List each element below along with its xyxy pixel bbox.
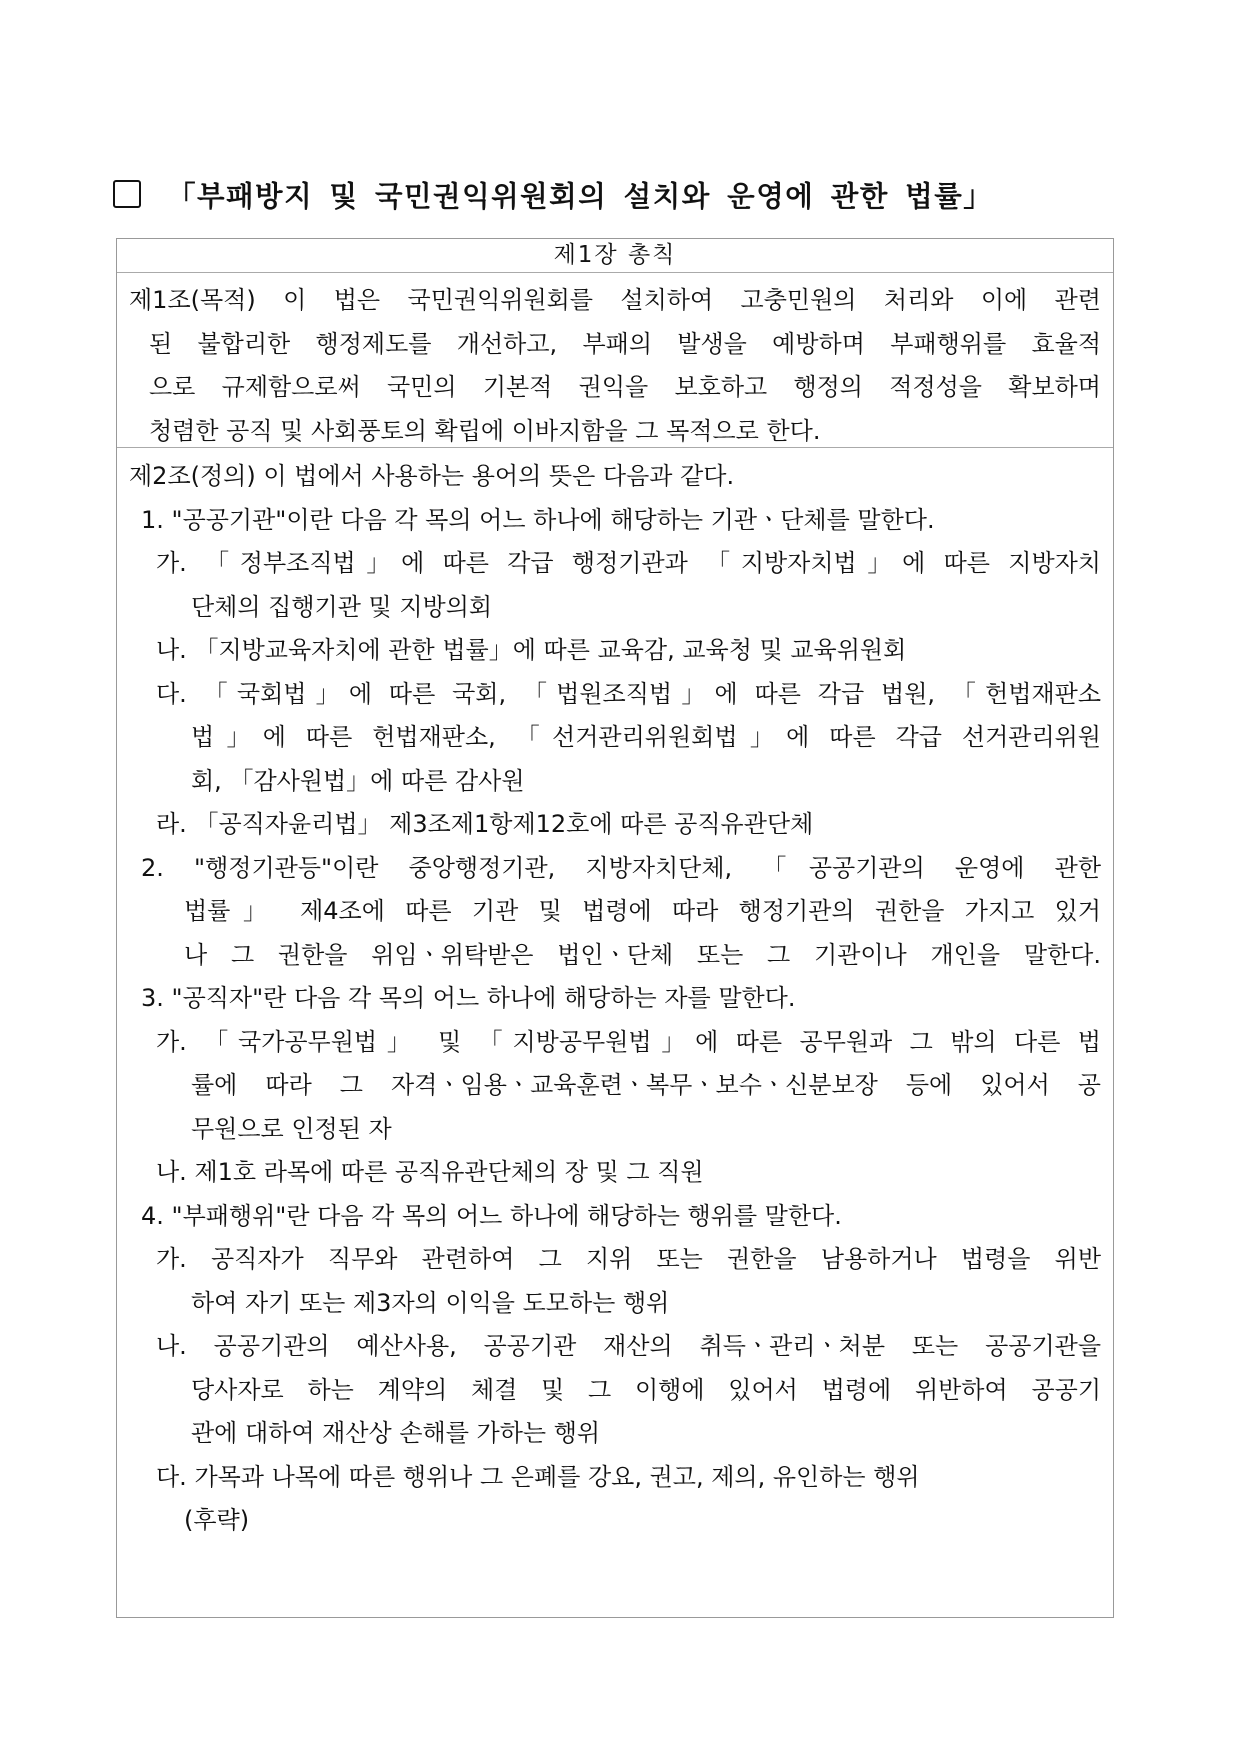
article-2 (117, 448, 1113, 1543)
article-2-line: 가. 공직자가 직무와 관련하여 그 지위 또는 권한을 남용하거나 법령을 위반 (156, 1245, 1101, 1273)
article-2-line: 1. "공공기관"이란 다음 각 목의 어느 하나에 해당하는 기관ㆍ단체를 말한다. (141, 505, 935, 534)
article-2-line: 법」에 따른 헌법재판소, 「선거관리위원회법」에 따른 각급 선거관리위원 (191, 723, 1101, 751)
article-2-line: 제2조(정의) 이 법에서 사용하는 용어의 뜻은 다음과 같다. (129, 462, 735, 490)
article-2-line: 회, 「감사원법」에 따른 감사원 (191, 766, 525, 795)
omitted-note: (후략) (184, 1506, 250, 1534)
article-2-line: 하여 자기 또는 제3자의 이익을 도모하는 행위 (191, 1288, 670, 1317)
article-1-line: 청렴한 공직 및 사회풍토의 확립에 이바지함을 그 목적으로 한다. (149, 416, 821, 445)
article-2-line: 당사자로 하는 계약의 체결 및 그 이행에 있어서 법령에 위반하여 공공기 (191, 1375, 1101, 1404)
title-row (113, 172, 993, 216)
article-2-line: 나. 제1호 라목에 따른 공직유관단체의 장 및 그 직원 (156, 1158, 704, 1186)
article-2-line: 다. 「국회법」에 따른 국회, 「법원조직법」에 따른 각급 법원, 「헌법재판소 (156, 679, 1101, 708)
document-title: 「부패방지 및 국민권익위원회의 설치와 운영에 관한 법률」 (167, 179, 994, 213)
article-2-line: 나. 공공기관의 예산사용, 공공기관 재산의 취득ㆍ관리ㆍ처분 또는 공공기관을 (156, 1332, 1101, 1360)
article-1-line: 으로 규제함으로써 국민의 기본적 권익을 보호하고 행정의 적정성을 확보하며 (149, 373, 1101, 401)
article-2-line: 3. "공직자"란 다음 각 목의 어느 하나에 해당하는 자를 말한다. (141, 984, 796, 1012)
checkbox-icon (113, 180, 141, 208)
article-1-line: 된 불합리한 행정제도를 개선하고, 부패의 발생을 예방하며 부패행위를 효율적 (149, 329, 1101, 358)
article-2-line: 무원으로 인정된 자 (191, 1114, 392, 1143)
chapter-heading: 제1장 총칙 (117, 239, 1113, 273)
law-text-box (116, 238, 1114, 1618)
article-2-line: 단체의 집행기관 및 지방의회 (191, 592, 493, 621)
article-1-line: 제1조(목적) 이 법은 국민권익위원회를 설치하여 고충민원의 처리와 이에 관련 (129, 286, 1101, 314)
article-2-line: 가. 「정부조직법」에 따른 각급 행정기관과 「지방자치법」에 따른 지방자치 (156, 549, 1101, 577)
article-2-line: 다. 가목과 나목에 따른 행위나 그 은폐를 강요, 권고, 제의, 유인하는 행위 (156, 1462, 920, 1491)
article-2-line: 나. 「지방교육자치에 관한 법률」에 따른 교육감, 교육청 및 교육위원회 (156, 636, 907, 664)
article-2-line: 나 그 권한을 위임ㆍ위탁받은 법인ㆍ단체 또는 그 기관이나 개인을 말한다. (184, 940, 1101, 969)
article-2-line: 4. "부패행위"란 다음 각 목의 어느 하나에 해당하는 행위를 말한다. (141, 1201, 842, 1230)
article-2-line: 률에 따라 그 자격ㆍ임용ㆍ교육훈련ㆍ복무ㆍ보수ㆍ신분보장 등에 있어서 공 (191, 1071, 1101, 1099)
article-2-line: 라. 「공직자윤리법」 제3조제1항제12호에 따른 공직유관단체 (156, 810, 814, 838)
article-2-line: 관에 대하여 재산상 손해를 가하는 행위 (191, 1419, 601, 1447)
article-2-line: 2. "행정기관등"이란 중앙행정기관, 지방자치단체, 「공공기관의 운영에 관한 (141, 853, 1101, 882)
article-1 (117, 273, 1113, 448)
article-2-line: 가. 「국가공무원법」 및 「지방공무원법」에 따른 공무원과 그 밖의 다른 법 (156, 1027, 1101, 1056)
article-2-line: 법률」 제4조에 따른 기관 및 법령에 따라 행정기관의 권한을 가지고 있거 (184, 897, 1101, 925)
